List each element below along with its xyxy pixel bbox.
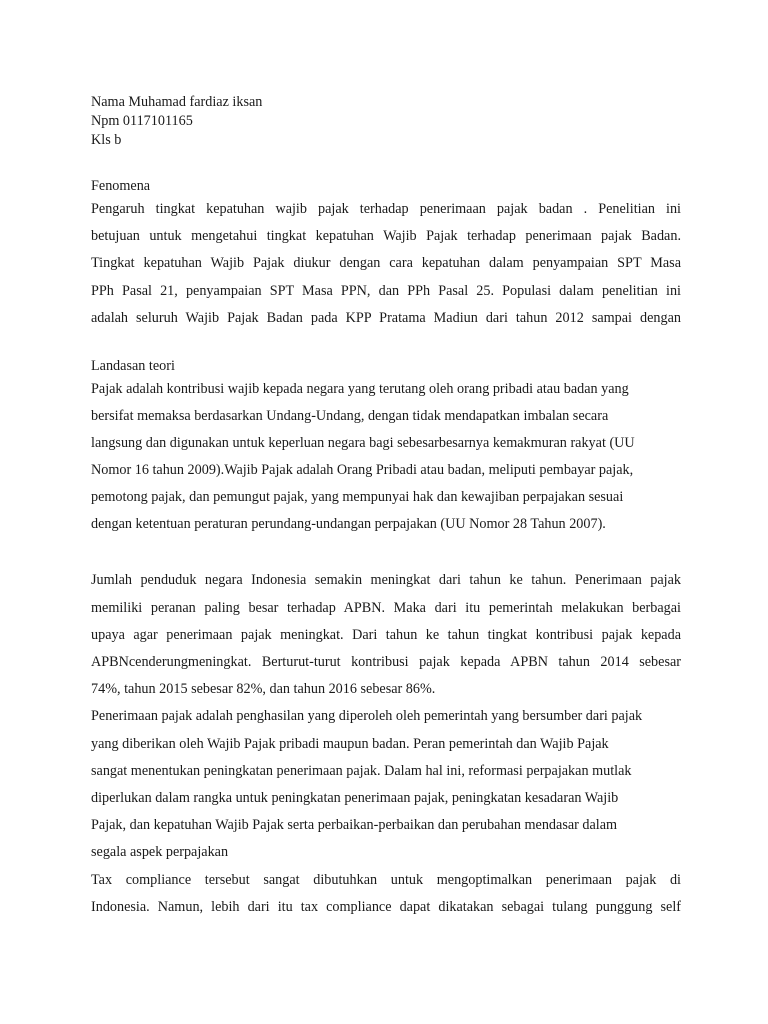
paragraph-line: Pengaruh tingkat kepatuhan wajib pajak terhadap penerimaan pajak badan . Penelitian ini <box>91 201 681 217</box>
paragraph-line: bersifat memaksa berdasarkan Undang-Undang, dengan tidak mendapatkan imbalan secara <box>91 407 609 424</box>
paragraph-line: Pajak, dan kepatuhan Wajib Pajak serta perbaikan-perbaikan dan perubahan mendasar dalam <box>91 817 618 834</box>
paragraph-line: langsung dan digunakan untuk keperluan negara bagi sebesarbesarnya kemakmuran rakyat (UU <box>91 434 635 451</box>
paragraph-penerimaan-pajak <box>91 703 681 866</box>
paragraph-line: Penerimaan pajak adalah penghasilan yang diperoleh oleh pemerintah yang bersumber dari pajak <box>91 708 643 725</box>
student-npm: Npm 0117101165 <box>91 113 193 129</box>
paragraph-line: Tax compliance tersebut sangat dibutuhkan untuk mengoptimalkan penerimaan pajak di <box>91 871 682 888</box>
paragraph-line: yang diberikan oleh Wajib Pajak pribadi maupun badan. Peran pemerintah dan Wajib Pajak <box>91 735 609 752</box>
paragraph-jumlah-penduduk <box>91 567 681 703</box>
paragraph-line: memiliki peranan paling besar terhadap APBN. Maka dari itu pemerintah melakukan berbagai <box>91 599 681 616</box>
paragraph-landasan-teori <box>91 376 681 537</box>
paragraph-line: sangat menentukan peningkatan penerimaan pajak. Dalam hal ini, reformasi perpajakan mutlak <box>91 762 632 779</box>
document-page <box>91 93 681 921</box>
paragraph-line: APBNcenderungmeningkat. Berturut-turut kontribusi pajak kepada APBN tahun 2014 sebesar <box>91 654 681 671</box>
paragraph-line: Indonesia. Namun, lebih dari itu tax compliance dapat dikatakan sebagai tulang punggung self <box>91 898 681 915</box>
paragraph-line: pemotong pajak, dan pemungut pajak, yang mempunyai hak dan kewajiban perpajakan sesuai <box>91 488 624 505</box>
section-landasan-teori <box>91 357 681 537</box>
paragraph-line: PPh Pasal 21, penyampaian SPT Masa PPN, dan PPh Pasal 25. Populasi dalam penelitian ini <box>91 282 681 299</box>
paragraph-line: segala aspek perpajakan <box>91 844 229 861</box>
paragraph-line: upaya agar penerimaan pajak meningkat. Dari tahun ke tahun tingkat kontribusi pajak kepada <box>91 626 681 643</box>
section-heading-landasan-teori: Landasan teori <box>91 358 175 375</box>
paragraph-line: Pajak adalah kontribusi wajib kepada negara yang terutang oleh orang pribadi atau badan yang <box>91 381 629 398</box>
paragraph-line: 74%, tahun 2015 sebesar 82%, dan tahun 2016 sebesar 86%. <box>91 681 436 698</box>
paragraph-line: dengan ketentuan peraturan perundang-undangan perpajakan (UU Nomor 28 Tahun 2007). <box>91 515 606 532</box>
section-heading-fenomena: Fenomena <box>91 178 151 194</box>
paragraph-line: Jumlah penduduk negara Indonesia semakin meningkat dari tahun ke tahun. Penerimaan pajak <box>91 572 681 589</box>
student-name: Nama Muhamad fardiaz iksan <box>91 94 263 110</box>
paragraph-line: Tingkat kepatuhan Wajib Pajak diukur dengan cara kepatuhan dalam penyampaian SPT Masa <box>91 255 682 272</box>
paragraph-line: Nomor 16 tahun 2009).Wajib Pajak adalah Orang Pribadi atau badan, meliputi pembayar pajak, <box>91 461 634 478</box>
paragraph-line: betujuan untuk mengetahui tingkat kepatuhan Wajib Pajak terhadap penerimaan pajak Badan. <box>91 228 681 245</box>
paragraph-line: diperlukan dalam rangka untuk peningkatan penerimaan pajak, peningkatan kesadaran Wajib <box>91 790 619 807</box>
paragraph-tax-compliance <box>91 867 681 921</box>
paragraph-fenomena <box>91 196 681 332</box>
student-class: Kls b <box>91 132 122 148</box>
section-fenomena <box>91 177 681 332</box>
paragraph-line: adalah seluruh Wajib Pajak Badan pada KPP Pratama Madiun dari tahun 2012 sampai dengan <box>91 309 681 326</box>
student-info <box>91 93 681 150</box>
